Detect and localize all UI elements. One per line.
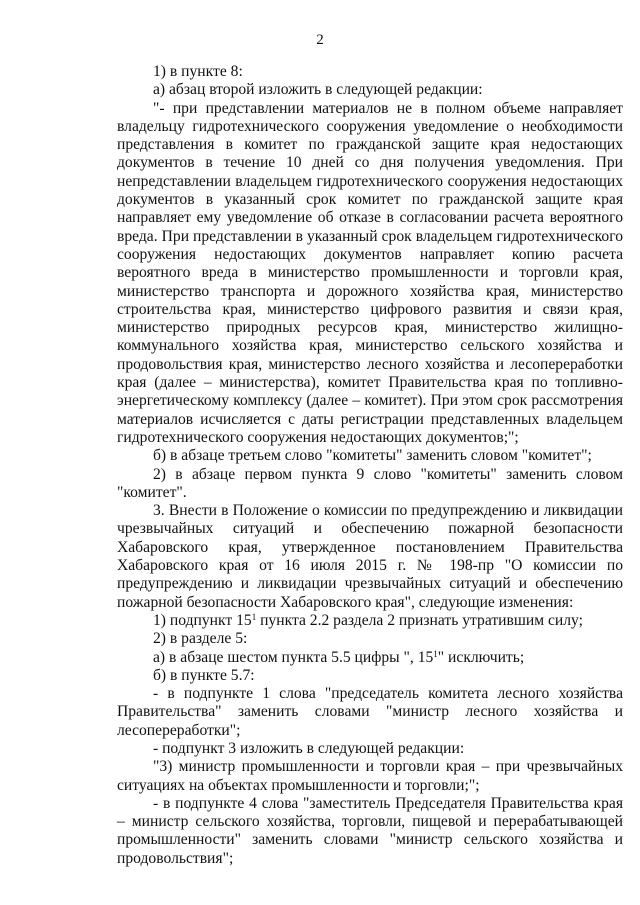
paragraph-subitem-a: а) абзац второй изложить в следующей редакции: [153,81,483,99]
superscript: 1 [433,648,438,659]
paragraph-dash-3: - подпункт 3 изложить в следующей редакции: [153,739,465,757]
paragraph-item-2-p9: 2) в абзаце первом пункта 9 слово "комитеты" заменить словом "комитет". [117,465,623,501]
paragraph-dash-4: - в подпункте 4 слова "заместитель Председателя Правительства края – министр сельского хозяйства, торговли, пищевой и перерабатывающей промышленности" заменить словами "министр сельского хозяйства и продовольствия"; [117,794,623,867]
paragraph-quoted-item-3: "3) министр промышленности и торговли края – при чрезвычайных ситуациях на объектах промышленности и торговли;"; [117,758,623,794]
paragraph-quoted-new-text: "- при представлении материалов не в полном объеме направляет владельцу гидротехнического сооружения уведомление о необходимости представления в комитет по гражданской защите края недостающих документов в течение 10 дней со дня получения уведомления. При непредставлении владельцем гидротехнического сооружения недостающих документов в указанный срок комитет по гражданской защите края направляет ему уведомление об отказе в согласовании расчета вероятного вреда. При представлении в указанный срок владельцем гидротехнического сооружения недостающих документов направляет копию расчета вероятного вреда в министерство промышленности и торговли края, министерство транспорта и дорожного хозяйства края, министерство строительства края, министерство цифрового развития и связи края, министерство природных ресурсов края, министерство жилищно-коммунального хозяйства края, министерство сельского хозяйства и продовольствия края, министерство лесного хозяйства и лесопереработки края (далее – министерства), комитет Правительства края по топливно-энергетическому комплексу (далее – комитет). При этом срок рассмотрения материалов исчисляется с даты регистрации представленных владельцем гидротехнического сооружения недостающих документов;"; [117,99,623,446]
page-number: 2 [316,32,324,48]
paragraph-sub-2b: б) в пункте 5.7: [153,666,255,684]
text-segment: " исключить; [437,648,525,666]
paragraph-section-3: 3. Внести в Положение о комиссии по предупреждению и ликвидации чрезвычайных ситуаций и обеспечению пожарной безопасности Хабаровского края, утвержденное постановлением Правительства Хабаровского края от 16 июля 2015 г. № 198-пр "О комиссии по предупреждению и ликвидации чрезвычайных ситуаций и обеспечению пожарной безопасности Хабаровского края", следующие изменения: [117,502,623,611]
paragraph-subitem-b: б) в абзаце третьем слово "комитеты" заменить словом "комитет"; [153,447,592,465]
document-text [117,63,623,868]
paragraph-sub-1 [117,612,623,630]
paragraph-sub-2a [117,649,623,667]
paragraph-sub-2: 2) в разделе 5: [153,630,248,648]
text-segment: пункта 2.2 раздела 2 признать утратившим силу; [256,611,583,629]
superscript: 1 [251,611,257,622]
paragraph-item-1-p8: 1) в пункте 8: [153,63,243,80]
text-segment: 1) подпункт 15 [153,611,252,629]
text-segment: а) в абзаце шестом пункта 5.5 цифры ", 15 [153,648,434,666]
paragraph-dash-1: - в подпункте 1 слова "председатель комитета лесного хозяйства Правительства" заменить словами "министр лесного хозяйства и лесопереработки"; [117,685,623,739]
